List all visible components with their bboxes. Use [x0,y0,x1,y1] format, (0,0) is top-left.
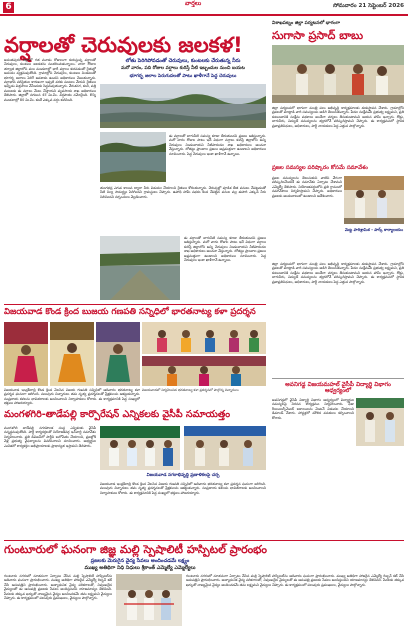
dance-photo-3 [96,322,140,386]
story1-subhead2: భూగర్భ జలాల పెరుగుదలతో పాటు ఖాళీగానే పెద్ద చెరువులు [129,74,237,79]
meeting-photo [344,176,404,224]
story7-body-continued: గుంటూరు నగరంలో నూతనంగా ఏర్పాటు చేసిన మల్లి స్పెషాలిటీ హాస్పిటల్‌ను ఆదివారం ఘనంగా ప్రారంభించారు. ముఖ్య అతిథిగా హాజరైన ఎమ్మెల్యే రిబ్బన్ కట్ చేసి ఆసుపత్రిని ప్రారంభించారు. అత్యాధునిక వైద్య పరికరాలతో, నిపుణులైన వైద్యులతో ఈ ఆసుపత్రి ప్రజలకు సేవలు అందిస్తుందని యాజమాన్యం తెలిపింది. పేదలకు తక్కువ ఖర్చుతో నాణ్యమైన వైద్యం అందించడమే తమ లక్ష్యమని వైద్యులు చెప్పారు. ఈ కార్యక్రమంలో పలువురు ప్రముఖులు, వైద్యులు పాల్గొన్నారు. [186,574,404,587]
ysrcp-meeting-photo-2 [184,426,266,470]
pond-photo-left [100,132,166,182]
dateline: సోమవారం 21 సెప్టెంబర్ 2026 [333,3,404,9]
story1-kicker: లోతు పెరిగిపోవడంతో చెరువులు, కుంటలకు చేరుతున్న నీరు [125,58,241,64]
story4-body: విజయవాడ ఇంద్రకీలాద్రి కొండ క్రింద వెలసిన విజయ గణపతి సన్నిధిలో ఆదివారం భరతనాట్య కళా ప్రదర్శన ఘనంగా జరిగింది. పలువురు చిన్నారులు తమ నృత్య ప్రదర్శనలతో ప్రేక్షకులను ఆకట్టుకున్నారు. సంప్రదాయ కళలను భావితరాలకు అందించాలని నిర్వాహకులు కోరారు. ఈ కార్యక్రమానికి పెద్ద సంఖ్యలో భక్తులు హాజరయ్యారు. [4,388,140,406]
dance-photo-1 [4,322,48,386]
story5-body-continued: విజయవాడ ఇంద్రకీలాద్రి కొండ క్రింద వెలసిన విజయ గణపతి సన్నిధిలో ఆదివారం భరతనాట్య కళా ప్రదర్శన ఘనంగా జరిగింది. పలువురు చిన్నారులు తమ నృత్య ప్రదర్శనలతో ప్రేక్షకులను ఆకట్టుకున్నారు. సంప్రదాయ కళలను భావితరాలకు అందించాలని నిర్వాహకులు కోరారు. ఈ కార్యక్రమానికి పెద్ద సంఖ్యలో భక్తులు హాజరయ్యారు. [100,482,266,495]
story3-body: ప్రజల సమస్యలను తెలుసుకుని వాటిని వేగంగా పరిష్కరించేందుకే ఈ సమావేశం ఏర్పాటు చేశామని ఎమ్మెల్యే తెలిపారు. నియోజకవర్గంలోని ప్రతి గ్రామంలో సమావేశాలు నిర్వహిస్తామని చెప్పారు. అధికారులు ప్రజలకు అందుబాటులో ఉండాలని ఆదేశించారు. [272,176,342,198]
story2-kicker: విశాఖపట్నం జిల్లా పర్యటనలో భాగంగా [272,21,340,26]
story5-subhead: విజయవాడ నగరాభివృద్ధి ప్రణాళికలపై చర్చ [146,473,220,478]
story7-subhead1: ప్రజలకు మెరుగైన వైద్య సేవలు అందించడమే లక్ష్యం [90,558,190,564]
story4-caption: విజయవాడలో నిర్వహించిన భరతనాట్య కళా ప్రదర్శనలో పాల్గొన్న చిన్నారులు [142,388,239,392]
dance-photo-2 [50,322,94,386]
dance-photo-4 [142,322,266,354]
story3-body-continued: జిల్లా పర్యటనలో భాగంగా మంత్రి పలు అభివృద్ధి కార్యక్రమాలకు శంకుస్థాపన చేశారు. గ్రామాల్లోని ప్రజలతో మాట్లాడి వారి సమస్యలను అడిగి తెలుసుకున్నారు. పేదల సంక్షేమమే ప్రభుత్వ లక్ష్యమని, ప్రతి కుటుంబానికి సంక్షేమ పథకాలు అందేలా చర్యలు తీసుకుంటామని ఆయన హామీ ఇచ్చారు. రోడ్లు, తాగునీరు, విద్యుత్ సమస్యలను త్వరలోనే పరిష్కరిస్తామని చెప్పారు. ఈ కార్యక్రమంలో స్థానిక ప్రజాప్రతినిధులు, అధికారులు, పార్టీ నాయకులు పెద్ద ఎత్తున పాల్గొన్నారు. [272,262,404,284]
story7-subhead2: ముఖ్య అతిథిగా నిధి నిధులు శ్రీకాంత్ ఎమ్మెల్యే ఎమ్మెల్యేలు [84,565,196,571]
story1-body-right-continued: ఈ వర్షాలతో తాగునీటి సమస్య కూడా తీరుతుందని ప్రజలు ఆశిస్తున్నారు. మరో వారం రోజుల పాటు ఇదే విధంగా వర్షాలు కురిస్తే జిల్లాలోని అన్ని చెరువులు నిండుతాయని నీటిపారుదల శాఖ అధికారులు అంచనా వేస్తున్నారు. లోతట్టు ప్రాంతాల ప్రజలు అప్రమత్తంగా ఉండాలని అధికారులు సూచించారు. పెద్ద చెరువులు ఇంకా ఖాళీగానే ఉన్నాయి. [184,236,266,263]
story1-subhead1: మరో వారం, పది రోజుల వర్షాలు కురిస్తే నీటి ఇబ్బందుల నుంచి బయట [121,66,245,71]
ysrcp-meeting-photo-1 [100,426,180,470]
story3-headline: ప్రజల సమస్యల పరిష్కారం కోసమే సమావేశం [272,165,368,171]
story1-headline: వర్షాలతో చెరువులకు జలకళ! [4,33,243,57]
story7-body: గుంటూరు నగరంలో నూతనంగా ఏర్పాటు చేసిన మల్లి స్పెషాలిటీ హాస్పిటల్‌ను ఆదివారం ఘనంగా ప్రారంభించారు. ముఖ్య అతిథిగా హాజరైన ఎమ్మెల్యే రిబ్బన్ కట్ చేసి ఆసుపత్రిని ప్రారంభించారు. అత్యాధునిక వైద్య పరికరాలతో, నిపుణులైన వైద్యులతో ఈ ఆసుపత్రి ప్రజలకు సేవలు అందిస్తుందని యాజమాన్యం తెలిపింది. పేదలకు తక్కువ ఖర్చుతో నాణ్యమైన వైద్యం అందించడమే తమ లక్ష్యమని వైద్యులు చెప్పారు. ఈ కార్యక్రమంలో పలువురు ప్రముఖులు, వైద్యులు పాల్గొన్నారు. [4,574,112,601]
story2-headline: సుగాసా ప్రసాద్ బాబు [272,29,364,42]
story6-headline: అవనిగడ్డ విజయమహల్ వైసీపీ విద్యార్థి విభాగం ఆధ్వర్యంలో [285,382,391,395]
story2-body: జిల్లా పర్యటనలో భాగంగా మంత్రి పలు అభివృద్ధి కార్యక్రమాలకు శంకుస్థాపన చేశారు. గ్రామాల్లోని ప్రజలతో మాట్లాడి వారి సమస్యలను అడిగి తెలుసుకున్నారు. పేదల సంక్షేమమే ప్రభుత్వ లక్ష్యమని, ప్రతి కుటుంబానికి సంక్షేమ పథకాలు అందేలా చర్యలు తీసుకుంటామని ఆయన హామీ ఇచ్చారు. రోడ్లు, తాగునీరు, విద్యుత్ సమస్యలను త్వరలోనే పరిష్కరిస్తామని చెప్పారు. ఈ కార్యక్రమంలో స్థానిక ప్రజాప్రతినిధులు, అధికారులు, పార్టీ నాయకులు పెద్ద ఎత్తున పాల్గొన్నారు. [272,106,404,128]
story6-body: అవనిగడ్డలో వైసీపీ విద్యార్థి విభాగం ఆధ్వర్యంలో విద్యార్థుల సమస్యలపై నిరసన కార్యక్రమం నిర్వహించారు. ఫీజు రీయింబర్స్‌మెంట్ బకాయిలను వెంటనే విడుదల చేయాలని డిమాండ్ చేశారు. హాస్టళ్లలో మౌలిక వసతులు కల్పించాలని కోరారు. [272,398,354,420]
protest-photo [356,398,404,446]
hospital-inauguration-photo [116,574,182,626]
dance-photo-5 [142,356,266,386]
story1-body-right: తుంగభద్ర ఎగువ కాలువ ద్వారా నీరు విడుదల చేయాలని రైతులు కోరుతున్నారు. చెరువుల్లో పూడిక తీత పనులు చేపట్టడంతో నీటి నిల్వ సామర్థ్యం పెరిగిందని గ్రామస్థులు చెప్పారు. ఉపాధి హామీ పథకం కింద చేపట్టిన పనుల వల్ల ఈసారి ఎక్కువ నీరు నిలిచిందని సర్పంచులు వెల్లడించారు. [100,186,266,199]
minister-photo [272,45,404,103]
page-header [0,0,408,16]
story7-headline: గుంటూరులో ఘనంగా జిజ్ఞ మల్లి స్పెషాలిటీ హస్పిటల్ ప్రారంభం [4,543,267,556]
story3-subhead: మెట్ట పారిశ్రామిక - పార్క్ కార్యాలయం [344,227,404,232]
canal-photo [100,236,180,300]
story1-body-middle: ఈ వర్షాలతో తాగునీటి సమస్య కూడా తీరుతుందని ప్రజలు ఆశిస్తున్నారు. మరో వారం రోజుల పాటు ఇదే విధంగా వర్షాలు కురిస్తే జిల్లాలోని అన్ని చెరువులు నిండుతాయని నీటిపారుదల శాఖ అధికారులు అంచనా వేస్తున్నారు. లోతట్టు ప్రాంతాల ప్రజలు అప్రమత్తంగా ఉండాలని అధికారులు సూచించారు. పెద్ద చెరువులు ఇంకా ఖాళీగానే ఉన్నాయి. [169,134,266,156]
story5-body: మంగళగిరి తాడేపల్లి నగరపాలక సంస్థ ఎన్నికలకు వైసీపీ సన్నద్ధమవుతోంది. పార్టీ కార్యకర్తలతో నియోజకవర్గ ఇన్‌చార్జి సమావేశం నిర్వహించారు. ప్రతి డివిజన్‌లో పార్టీని బలోపేతం చేయాలని, ప్రజల్లోకి వెళ్లి ప్రభుత్వ వైఫల్యాలను వివరించాలని సూచించారు. అభ్యర్థుల ఎంపికలో కార్యకర్తల అభిప్రాయాలకు ప్రాధాన్యత ఇస్తామని తెలిపారు. [4,426,96,448]
story5-headline: మంగళగిరి-తాడేపల్లి కార్పొరేషన్ ఎన్నికలకు వైసీపీ సమాయత్తం [4,409,231,420]
page-number: 6 [3,2,14,13]
masthead: వార్తలు [185,0,202,7]
story1-body-left: అనంతపురం జిల్లాలో గత మూడు రోజులుగా కురుస్తున్న వర్షాలతో చెరువులు, కుంటలు జలకళను సంతరించుకున్నాయి. చాలా రోజుల తర్వాత జిల్లాలోని పలు మండలాల్లో భారీ వర్షాలు కురవడంతో రైతుల్లో ఆనందం వ్యక్తమవుతోంది. గ్రామాల్లోని చెరువులు, కుంటలు నిండటంతో భూగర్భ జలాలు పెరిగే అవకాశం ఉందని అధికారులు చెబుతున్నారు. వర్షాభావ పరిస్థితుల కారణంగా ఇప్పటి వరకు పంటలు వేయని రైతులు ఇప్పుడు విత్తనాలు వేసేందుకు సిద్ధమవుతున్నారు. వేరుశనగ, కంది, పత్తి పంటలకు ఈ వర్షాలు మేలు చేస్తాయని వ్యవసాయ శాఖ అధికారులు తెలిపారు. జిల్లాలో సగటున 45 మి.మీ. వర్షపాతం నమోదైంది. కొన్ని మండలాల్లో 80 మి.మీ. కంటే ఎక్కువ వర్షం కురిసింది. [4,58,96,102]
lake-photo [100,84,266,128]
story4-headline: విజయవాడ కొండ క్రింద బుజయ గణపతి సన్నిధిలో భారతనాట్య కళా ప్రదర్శన [4,307,256,317]
